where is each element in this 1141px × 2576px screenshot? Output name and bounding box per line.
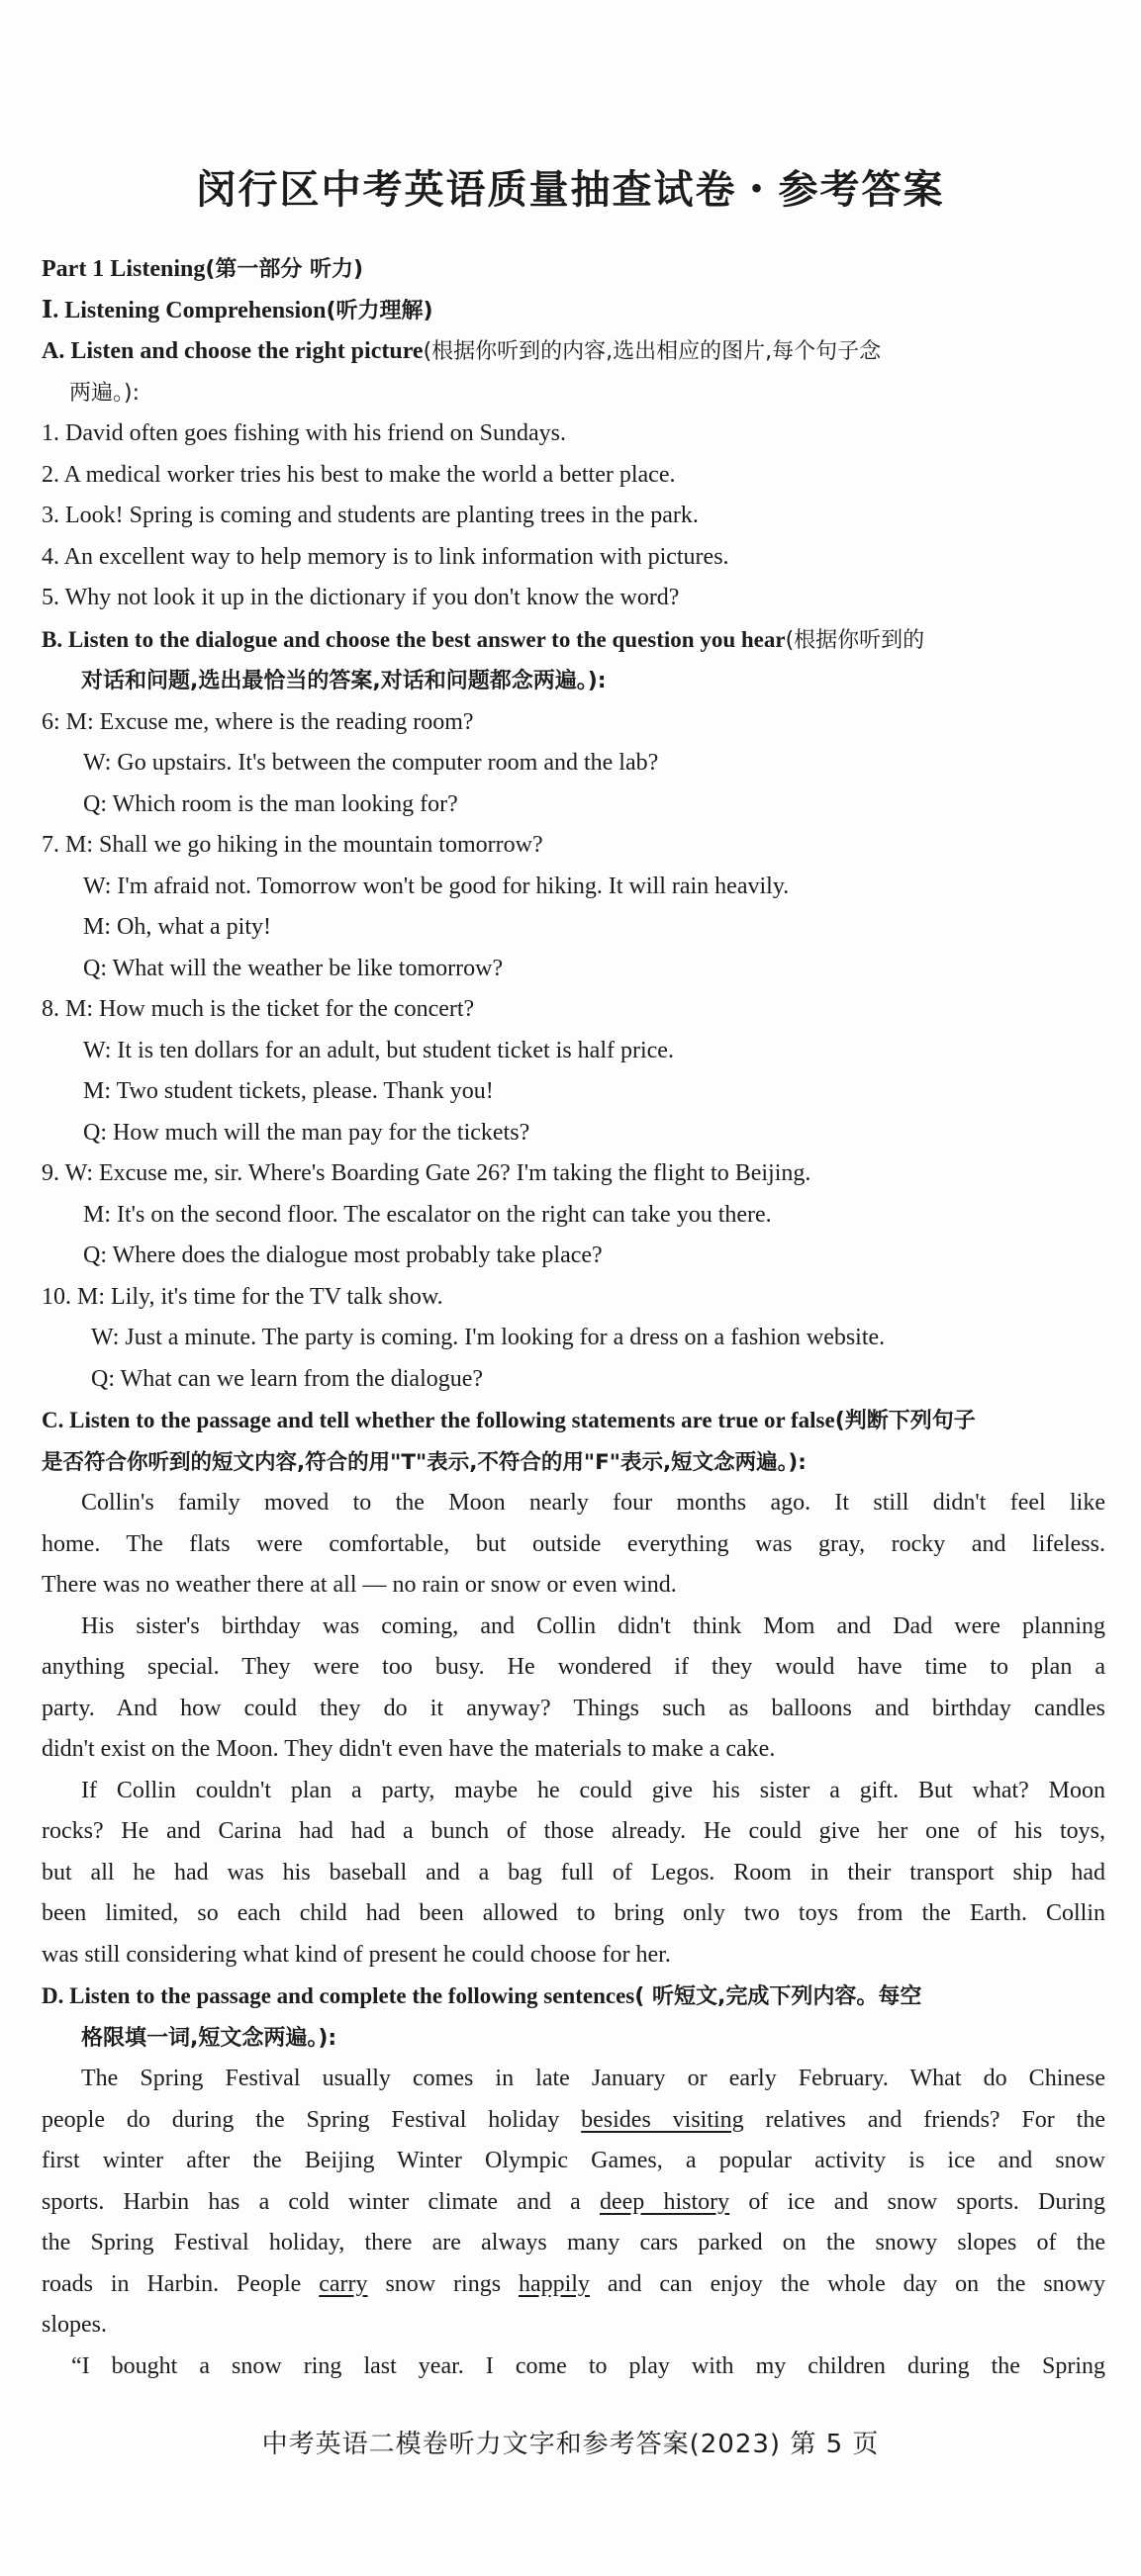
dialogue-line: Q: What will the weather be like tomorrow? (83, 955, 504, 981)
passage-line: been limited, so each child had been allowed to bring only two toys from the Earth. Collin (42, 1900, 1105, 1926)
text-run: people do during the Spring Festival holiday (42, 2106, 582, 2133)
page-footer: 中考英语二模卷听力文字和参考答案(2023) 第 5 页 (261, 2430, 880, 2459)
section-d-heading-en: D. Listen to the passage and complete the following sentences (42, 1983, 635, 2008)
dialogue-line: Q: Where does the dialogue most probably take place? (83, 1242, 603, 1268)
passage-line: rocks? He and Carina had had a bunch of those already. He could give her one of his toys, (42, 1818, 1105, 1844)
dialogue-line: W: It is ten dollars for an adult, but student ticket is half price. (83, 1037, 674, 1063)
dialogue-line: M: It's on the second floor. The escalator on the right can take you there. (83, 1201, 772, 1228)
dialogue-line: W: Go upstairs. It's between the computer room and the lab? (83, 750, 659, 776)
dialogue-line: 10. M: Lily, it's time for the TV talk show. (42, 1283, 443, 1310)
dialogue-line: Q: Which room is the man looking for? (83, 790, 458, 817)
part-heading (42, 249, 1105, 291)
dialogue-line: 7. M: Shall we go hiking in the mountain tomorrow? (42, 832, 543, 858)
passage-line: There was no weather there at all — no rain or snow or even wind. (42, 1572, 677, 1598)
dialogue-line: M: Oh, what a pity! (83, 914, 271, 940)
dialogue-line: Q: What can we learn from the dialogue? (91, 1365, 484, 1392)
section-a-heading-cont: 两遍。): (69, 380, 140, 406)
text-run: relatives and friends? For the (743, 2106, 1105, 2133)
passage-line: first winter after the Beijing Winter Olympic Games, a popular activity is ice and snow (42, 2148, 1105, 2173)
passage-line: anything special. They were too busy. He wondered if they would have time to plan a (42, 1654, 1105, 1680)
part-heading-en: Part 1 Listening (42, 256, 206, 282)
passage-line: home. The flats were comfortable, but outside everything was gray, rocky and lifeless. (42, 1530, 1105, 1557)
section-a-heading-cn: (根据你听到的内容,选出相应的图片,每个句子念 (423, 339, 882, 364)
section-c-heading (42, 1400, 1105, 1442)
text-run: sports. Harbin has a cold winter climate and a (42, 2188, 600, 2215)
section-a-item: 4. An excellent way to help memory is to link information with pictures. (42, 543, 729, 570)
dialogue-line: W: I'm afraid not. Tomorrow won't be good for hiking. It will rain heavily. (83, 873, 790, 899)
passage-line: the Spring Festival holiday, there are always many cars parked on the snowy slopes of the (42, 2230, 1105, 2255)
section-b-heading-en: B. Listen to the dialogue and choose the best answer to the question you hear (42, 626, 786, 652)
section-c-heading-en: C. Listen to the passage and tell whether the following statements are true or false (42, 1408, 835, 1432)
answer-blank: carry (319, 2270, 368, 2297)
section-heading-en: Ⅰ. Listening Comprehension (42, 297, 327, 323)
section-c-heading-cont: 是否符合你听到的短文内容,符合的用"T"表示,不符合的用"F"表示,短文念两遍。): (42, 1449, 807, 1475)
passage-line: His sister's birthday was coming, and Collin didn't think Mom and Dad were planning (81, 1612, 1105, 1639)
passage-line: party. And how could they do it anyway? Things such as balloons and birthday candles (42, 1695, 1105, 1721)
section-a-item: 1. David often goes fishing with his friend on Sundays. (42, 420, 566, 446)
answer-blank: deep history (600, 2188, 730, 2215)
dialogue-line: Q: How much will the man pay for the tickets? (83, 1119, 530, 1146)
section-d-heading-cont: 格限填一词,短文念两遍。): (81, 2025, 337, 2051)
section-a-item: 5. Why not look it up in the dictionary if you don't know the word? (42, 585, 680, 610)
part-heading-cn: (第一部分 听力) (205, 257, 364, 282)
page-content (42, 249, 1105, 2387)
section-d-heading (42, 1976, 1105, 2018)
text-run: and can enjoy the whole day on the snowy (589, 2270, 1105, 2297)
passage-line: didn't exist on the Moon. They didn't even have the materials to make a cake. (42, 1736, 776, 1762)
dialogue-line: 6: M: Excuse me, where is the reading room? (42, 708, 474, 735)
dialogue-line: M: Two student tickets, please. Thank you! (83, 1078, 494, 1104)
answer-blank: happily (518, 2270, 590, 2297)
dialogue-line: 8. M: How much is the ticket for the concert? (42, 996, 475, 1022)
dialogue-line: W: Just a minute. The party is coming. I'm looking for a dress on a fashion website. (91, 1325, 886, 1350)
passage-line: Collin's family moved to the Moon nearly four months ago. It still didn't feel like (81, 1490, 1105, 1516)
dialogue-line: 9. W: Excuse me, sir. Where's Boarding Gate 26? I'm taking the flight to Beijing. (42, 1160, 811, 1186)
section-a-heading (42, 331, 1105, 373)
section-a-item: 2. A medical worker tries his best to make the world a better place. (42, 461, 676, 488)
passage-line: “I bought a snow ring last year. I come to play with my children during the Spring (71, 2352, 1105, 2379)
section-d-heading-cn: ( 听短文,完成下列内容。每空 (634, 1984, 922, 2009)
section-heading-cn: (听力理解) (326, 298, 433, 323)
passage-line: but all he had was his baseball and a bag full of Legos. Room in their transport ship had (42, 1859, 1105, 1886)
section-b-heading-cont: 对话和问题,选出最恰当的答案,对话和问题都念两遍。): (81, 669, 607, 693)
text-run: snow rings (367, 2270, 519, 2297)
section-heading (42, 291, 1105, 332)
section-c-heading-cn: (判断下列句子 (834, 1409, 976, 1433)
section-a-item: 3. Look! Spring is coming and students are planting trees in the park. (42, 503, 699, 528)
text-run: roads in Harbin. People (42, 2270, 320, 2297)
passage-line (42, 2264, 1105, 2306)
passage-line: If Collin couldn't plan a party, maybe he could give his sister a gift. But what? Moon (81, 1777, 1105, 1803)
passage-line (42, 2100, 1105, 2142)
section-b-heading (42, 619, 1105, 662)
section-b-heading-cn: (根据你听到的 (785, 627, 925, 653)
text-run: of ice and snow sports. During (729, 2188, 1105, 2215)
section-a-heading-en: A. Listen and choose the right picture (42, 338, 424, 364)
passage-line (42, 2182, 1105, 2224)
passage-line: slopes. (42, 2312, 107, 2338)
passage-line: was still considering what kind of present he could choose for her. (42, 1941, 671, 1968)
passage-line: The Spring Festival usually comes in late January or early February. What do Chinese (81, 2066, 1105, 2091)
page-title: 闵行区中考英语质量抽查试卷・参考答案 (196, 167, 945, 213)
answer-blank: besides visiting (581, 2106, 744, 2133)
